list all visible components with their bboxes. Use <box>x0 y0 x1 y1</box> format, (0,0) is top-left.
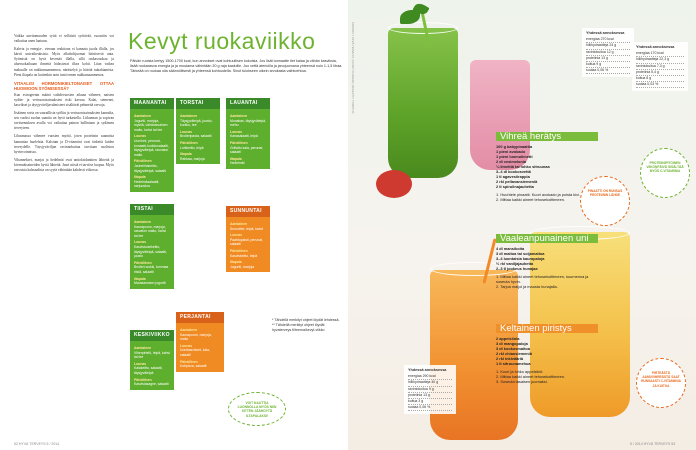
recipe-step: 2. Mittaa kaikki aineet tehosekoittimeen. <box>496 374 565 379</box>
ingredient: 2 rkl chiansiemeniä <box>496 351 532 356</box>
tip-bubble: PIRTEÄSTÄ AAMUVIHREÄSTÄ SAAT RUNSAASTI C-VITAMIINIA JA KUITUA <box>636 358 686 408</box>
nutrition-row: kuitua 8 g <box>636 76 684 82</box>
meal-name: Päivällinen <box>230 248 248 253</box>
body-paragraph: Kun estrogeenin määrä vaihdevuosien aikana vähenee, naisten sydän- ja verisuonisairauksien riski kasvaa. Kalat, siemenet, kasvikset ja täysjyväviljavalmisteet sisältävät pehmeitä rasvoja. <box>14 92 114 107</box>
day-card-maanantai <box>130 98 174 192</box>
day-card-title: PERJANTAI <box>176 312 224 323</box>
day-card-body <box>226 217 270 272</box>
lead-paragraph: Päivän ruoista kertyy 1500-1700 kcal, kun annokset ovat kohtuullisen kokoisia. Jos lisät tunnaatte tiet kalaa ja vähän kasviksia, lisää ruokarasva energia ja ja muutama vähintään 30 g raja kaaluille. Juo vettä aterioilla ja janojuomana yhteensä noin 1-1,5 litraa. Tärkeää on ruokaa olla säännöllisesti ja yhteensä kohtuudella. Sinut tulokseen oikein arvokasta vaihtoehtoa. <box>130 59 343 73</box>
day-card-title: SUNNUNTAI <box>226 206 270 217</box>
meal-name: Päivällinen <box>134 260 152 265</box>
meal-name: Päivällinen <box>134 159 152 164</box>
meal-name: Aamiainen <box>180 328 198 332</box>
meal-text: Uunikasvikset, kala, salaatti <box>180 348 210 357</box>
day-card-title: TORSTAI <box>176 98 220 109</box>
meal-text: Maustamaton jogurtti <box>134 281 166 286</box>
intro-paragraph: Vaikka unettomuuden syitä ei selläistä syötävää, ruoastiin voi vaikuttaa unen laatuun. <box>14 34 114 44</box>
ingredient: ¼ limettiä tai lohko sitruunaa <box>496 164 550 169</box>
ingredient: 3 dl kookosmaitoa <box>496 346 530 351</box>
meal-text: Hedelmät <box>230 161 245 166</box>
tip-bubble: PROTEIINIPITOINEN VIIKONPÄIVÄ SISÄLTÄÄ MYÖS C-VITAMIINIA <box>640 148 690 198</box>
nutrition-row: proteiinia 13 g <box>408 393 452 399</box>
body-paragraph: Vihannekset, marjat ja hedelmät ovat antioksidanttien lähteitä ja kivennäisaineiden hyviä lähteitä. Juuri niistä ei tarvitse luopua. Myös rasvaisia kalasaalista on syytä vähintään kahdesti viikossa. <box>14 157 114 172</box>
nutrition-box <box>404 365 456 414</box>
meal-text: Munakas, täysjyväleipä, mehu <box>230 118 266 128</box>
meal-text: Uunilohi, perunat, tomaatti-kurkkusalaatti, täysjyväleipä, rasvaton maito <box>134 138 169 157</box>
ingredient: 3–4 dl kookosvettä <box>496 169 531 174</box>
ingredient: 2 rkl inkivääriä <box>496 356 524 361</box>
day-card-body <box>130 215 174 289</box>
meal-text: Broileri-wokki, tummaa riisiä, salaatti <box>134 265 169 274</box>
meal-text: Viherpirtelö, leipä, kahvi tai tee <box>134 350 170 360</box>
meal-name: Iltapala <box>180 152 192 157</box>
meal-name: Iltapala <box>134 276 146 281</box>
nutrition-box <box>632 42 688 91</box>
recipe-title: Vaaleanpunainen uni <box>496 234 598 243</box>
tip-bubble: PINAATTI ON RUNSAS PROTEIININ LÄHDE <box>580 176 630 226</box>
meal-name: Lounas <box>180 129 193 134</box>
meal-text: Kalakeitto, salaatti, täysjyväleipä <box>134 366 163 375</box>
ingredient: 1 tl sitruunamehua <box>496 361 531 366</box>
meal-name: Päivällinen <box>180 359 198 364</box>
day-card-sunnuntai <box>226 206 270 272</box>
green-smoothie-glass <box>388 28 458 178</box>
nutrition-row: proteiinia 5,4 g <box>636 70 684 76</box>
day-card-title: MAANANTAI <box>130 98 174 109</box>
meal-text: Kaurapuuro, marjoja, maito <box>180 332 212 342</box>
nutrition-row: energiaa 270 kcal <box>586 37 630 43</box>
nutrition-row: suolaa 0,03 % <box>636 82 684 88</box>
meal-name: Iltapala <box>230 156 242 161</box>
meal-text: Grillattu kala, perunat, salaatti <box>230 145 264 155</box>
nutrition-row: ravintokuitua 7,3 g <box>636 64 684 70</box>
nutrition-row: ravintokuitua 12 g <box>586 50 630 56</box>
recipe-step: 1. Huuhtele pinaatti. Kuori avokado ja poista kivi. <box>496 192 580 197</box>
meal-name: Lounas <box>230 233 243 238</box>
recipe-step: 2. Mittaa kaikki aineet tehosekoittimeen. <box>496 197 565 202</box>
nutrition-row: suolaa 0,06 % <box>408 405 452 411</box>
recipe-title: Keltainen piristys <box>496 324 598 333</box>
body-paragraph: Lihasmassa vähenee vuosien myötä, joten proteiinin saannista kannattaa huolehtia. Kalsium ja D-vitamiini ovat tärkeitä luiden terveydelle. Täysjyväviljan ravinnokuitua tarvitaan suoliston hyvinvoinnissa. <box>14 134 114 154</box>
ingredient: 1 pieni avokado <box>496 149 526 154</box>
nutrition-row: energiaa 290 kcal <box>408 374 452 380</box>
meal-text: Broileripasta, salaatti <box>180 134 212 139</box>
day-card-title: LAUANTAI <box>226 98 270 109</box>
nutrition-title: Yhdessä annoksessa <box>408 368 447 372</box>
meal-text: Lohikeitto, leipä <box>180 145 204 150</box>
meal-text: Kasviskeitto, leipä <box>230 253 258 258</box>
page-title: Kevyt ruokaviikko <box>128 28 316 54</box>
nutrition-title: Yhdessä annoksessa <box>586 31 625 35</box>
meal-name: Aamiainen <box>134 220 152 224</box>
day-card-body <box>130 109 174 192</box>
meal-text: Jogurtti, marjoja, mysliä, vähärasvainen maito, kahvi tai tee <box>134 118 168 132</box>
meal-name: Päivällinen <box>134 377 152 382</box>
meal-text: Kotipizza, salaatti <box>180 364 207 369</box>
meal-name: Iltapala <box>134 175 146 180</box>
ingredient: 2–3 tl jookeus hunajaa <box>496 266 538 271</box>
ingredient: 3 dl mangopaloja <box>496 341 528 346</box>
nutrition-row: kuitua 3 g <box>408 399 452 405</box>
meal-name: Lounas <box>134 240 147 245</box>
day-card-keskiviikko <box>130 330 174 390</box>
meal-name: Aamiainen <box>180 114 198 118</box>
ingredient: 2 appelsiinia <box>496 336 520 341</box>
meal-name: Lounas <box>180 343 193 348</box>
tip-ribbon: VOIT NAUTTIA LUONNOLLA MYÖS NIIN SITTEN JÄÄHDYTÄ ILTAPALAKSI! <box>228 392 286 426</box>
day-card-body <box>130 341 174 390</box>
intro-column <box>14 34 114 176</box>
meal-text: Jauhelihakeitto, täysjyväleipä, salaatti <box>134 163 167 173</box>
meal-name: Aamiainen <box>230 222 248 226</box>
meal-text: Kanasalaatti, leipä <box>230 134 258 139</box>
ingredient: 100 g babypinaattia <box>496 144 533 149</box>
meal-text: Täysjyväleipä, juusto, kurkku, tee <box>180 118 213 128</box>
ingredient: 2 dl vesimelonia <box>496 159 527 164</box>
ingredient: 3 dl maitoa tai soijamaitoa <box>496 251 545 256</box>
nutrition-row: ravintokuitua 9 g <box>408 387 452 393</box>
meal-text: Paahtopaisti, perunat, salaatti <box>230 237 263 247</box>
ingredient: ½ rkl vaniljajauhetta <box>496 261 534 266</box>
day-card-body <box>176 323 224 372</box>
folio-right: 5 / 2014 HYVÄ TERVEYS 53 <box>630 442 676 446</box>
meal-name: Päivällinen <box>230 140 248 145</box>
ingredient: 2 tl spirulinajauhetta <box>496 184 534 189</box>
meal-name: Aamiainen <box>230 114 248 118</box>
day-card-lauantai <box>226 98 270 169</box>
ingredient: 3–4 luontaisia kaurapaloja <box>496 256 545 261</box>
meal-text: Smoothie, leipä, kahvi <box>230 226 264 231</box>
meal-name: Päivällinen <box>180 140 198 145</box>
day-card-perjantai <box>176 312 224 372</box>
recipe-pink <box>496 234 598 289</box>
meal-text: Hedelmäsalaatti, raejuustoa <box>134 179 160 189</box>
recipe-step: 1. Mittaa kaikki aineet tehosekoittimeen, kuumenna ja soseuta hyvin. <box>496 274 589 284</box>
nutrition-title: Yhdessä annoksessa <box>636 45 675 49</box>
day-card-body <box>226 109 270 169</box>
nutrition-row: kuitua 9 g <box>586 62 630 68</box>
meal-name: Lounas <box>134 361 147 366</box>
ingredient: 4 dl mansikoita <box>496 246 525 251</box>
ingredient: 2 rkl pellavansiemeniä <box>496 179 538 184</box>
meal-text: Kasvislasagne, salaatti <box>134 382 169 387</box>
body-paragraph: Itsäänen ravia on vaaraillista syöliin ja verisuonisairauksien kannalta, sen vuoksi suolan saantia on hyvä tarkastella. Liikunnan ja sopivan ravitsemuksen avulla voi vaikuttaa painon hallintaan ja sydämen terveyteen. <box>14 111 114 131</box>
ingredient: 1 tl agavesiirappia <box>496 174 530 179</box>
nutrition-row: hiilihydraatteja 40 g <box>408 380 452 386</box>
recipe-step: 2. Tarjoa maljoi ja mausta hunajalla. <box>496 284 558 289</box>
recipe-yellow <box>496 324 598 384</box>
recipe-step: 3. Soseuta tasaisen juomaksi. <box>496 379 548 384</box>
day-card-title: TIISTAI <box>130 204 174 215</box>
meal-name: Iltapala <box>230 260 242 265</box>
day-card-body <box>176 109 220 164</box>
recipe-title: Vihreä herätys <box>496 132 598 141</box>
recipe-step: 1. Kuori ja lohko appelsiinit. <box>496 369 544 374</box>
credits-side-note: KOONNUT HYVÄ TERVEYS | KUVAT: KUVAAJA | RESEPTIT: TOIMITUS <box>351 22 355 114</box>
strawberry-decoration <box>376 170 412 198</box>
meal-text: Jogurtti, marjoja <box>230 264 255 269</box>
meal-name: Aamiainen <box>134 346 152 350</box>
meal-text: Rahkaa, marjoja <box>180 156 205 161</box>
subheading: VITAALISI HORMONIKIELTONAISET OTTAA HUOMIOON SYÖMISESSÄ? <box>14 80 114 91</box>
nutrition-row: energiaa 170 kcal <box>636 51 684 57</box>
nutrition-row: hiilihydraatteja 22,3 g <box>636 57 684 63</box>
nutrition-row: hiilihydraatteja 24 g <box>586 43 630 49</box>
nutrition-row: proteiinia 13 g <box>586 56 630 62</box>
intro-paragraph: Kahvia ja energia-, vieraan reaktiona ei kannata juoda illalla, jos kärsii univaikeuksista. Myös alkoholijuomat häiritsevät unta. Syömistä on hyvä kevenää illalla, sillä raskasruokaa ja alueruokailuaan ihmettä hidastuvat ilkea kohti. Liian vaikea makuulle on nukkumaanmenoa, närästelyä ja häiritä nukahtamista. Pieni iltapala on kuitenkin noin tunti ennen nukkumaanmenoa. <box>14 47 114 77</box>
nutrition-box <box>582 28 634 77</box>
footnote: * Tähdellä merkityt ohjeet löydät lehdessä. ** Tähdellä merkityt ohjeet löydät hyvaterveys.fi/teema/kevyt-viikko <box>272 318 340 332</box>
meal-text: Kasvissosekeitto, täysjyväleipä, salaatti, juusto <box>134 244 167 259</box>
meal-name: Lounas <box>230 129 243 134</box>
nutrition-row: suolaa 0,06 % <box>586 68 630 74</box>
day-card-torstai <box>176 98 220 164</box>
ingredient: 1 pieni luomulimetti <box>496 154 533 159</box>
day-card-tiistai <box>130 204 174 289</box>
folio-left: 52 HYVÄ TERVEYS 5 / 2014 <box>14 442 60 446</box>
meal-name: Lounas <box>134 134 147 139</box>
meal-text: Kaurapuuro, marjoja, rasvaton maito, kahvi tai tee <box>134 224 167 238</box>
meal-name: Aamiainen <box>134 114 152 118</box>
day-card-title: KESKIVIIKKO <box>130 330 174 341</box>
